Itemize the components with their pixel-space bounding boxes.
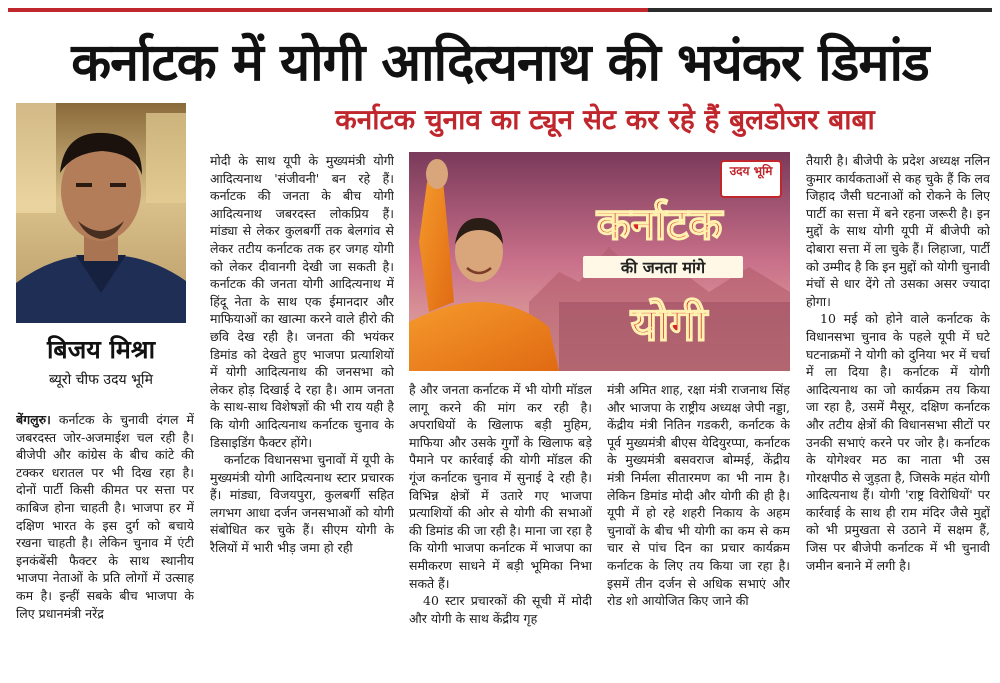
reporter-photo-image (16, 103, 186, 323)
article-column-2 (210, 152, 394, 673)
top-rule-accent (8, 8, 648, 12)
subheadline: कर्नाटक चुनाव का ट्यून सेट कर रहे हैं बुलडोजर बाबा (335, 103, 875, 136)
newspaper-logo: उदय भूमि (720, 160, 782, 198)
dateline: बेंगलुरु। (16, 412, 51, 427)
column-5-paragraph-2: 10 मई को होने वाले कर्नाटक के विधानसभा चुनाव के पहले यूपी में घटे घटनाक्रमों ने योगी को दुनिया भर में चर्चा में ला दिया है। कर्नाटक में योगी आदित्यनाथ का जो कार्यक्रम तय किया जा रहा है, उसमें मैसूर, दक्षिण कर्नाटक और तटीय क्षेत्रों की विधानसभा सीटों पर उनकी सभाएं करने पर जोर है। कर्नाटक के योगेश्वर मठ का नाता भी उस गोरक्षपीठ से जुड़ता है, जिसके महंत योगी आदित्यनाथ हैं। योगी 'राष्ट्र विरोधियों' पर कार्रवाई के साथ ही राम मंदिर जैसे मुद्दों को भी प्रमुखता से उठाने में सक्षम हैं, जिस पर बीजेपी कर्नाटक में भी चुनावी जमीन बनाने में लगी है। (806, 311, 990, 573)
column-1-text: कर्नाटक के चुनावी दंगल में जबरदस्त जोर-अजमाईश चल रही है। बीजेपी और कांग्रेस के बीच कांटे की टक्कर धरातल पर भी दिख रहा है। दोनों पार्टी किसी कीमत पर सत्ता पर काबिज होना चाहती है। भाजपा हर में दक्षिण भारत के इस दुर्ग को बचाये रखना चाहती है। लेकिन चुनाव में एंटी इनकंबेंसी फैक्टर के साथ स्थानीय भाजपा नेताओं के प्रति लोगों में उत्साह कम है। इन्हीं सबके बीच भाजपा के लिए प्रधानमंत्री नरेंद्र (16, 412, 194, 621)
article-column-3 (409, 381, 592, 673)
column-3-paragraph-2: 40 स्टार प्रचारकों की सूची में मोदी और योगी के साथ केंद्रीय गृह (409, 593, 592, 626)
article-column-1 (16, 411, 194, 673)
feature-image (409, 152, 790, 371)
reporter-photo (16, 103, 186, 323)
article-column-5 (806, 152, 990, 673)
image-title-line-1: कर्नाटक (596, 199, 723, 250)
image-title-line-2: की जनता मांगे (583, 256, 743, 278)
image-title-line-3: योगी (630, 297, 708, 351)
column-5-paragraph-1: तैयारी है। बीजेपी के प्रदेश अध्यक्ष नलिन कुमार कार्यकताओं से कह चुके हैं कि लव जिहाद जैसी घटनाओं को रोकने के लिए पार्टी का सत्ता में बने रहना जरूरी है। इन मुद्दों के साथ योगी यूपी में बीजेपी को दोबारा सत्ता में ला चुके हैं। लिहाजा, पार्टी को उम्मीद है कि इन मुद्दों को योगी चुनावी मंचों से धार देंगे तो उसका असर ज्यादा होगा। (806, 153, 990, 309)
byline-name: बिजय मिश्रा (46, 335, 156, 364)
column-1-paragraph (16, 411, 194, 622)
article-column-4 (607, 381, 790, 673)
column-4-paragraph-1: मंत्री अमित शाह, रक्षा मंत्री राजनाथ सिंह और भाजपा के राष्ट्रीय अध्यक्ष जेपी नड्डा, केंद्रीय मंत्री नितिन गडकरी, कर्नाटक के पूर्व मुख्यमंत्री बीएस येदियुरप्पा, कर्नाटक के मुख्यमंत्री बसवराज बोम्मई, केंद्रीय मंत्री निर्मला सीतारमण का भी नाम है। लेकिन डिमांड मोदी और योगी की ही है। यूपी में हो रहे शहरी निकाय के अहम चुनावों के बीच भी योगी का कम से कम चार से पांच दिन का प्रचार कार्यक्रम कर्नाटक के लिए तय किया जा रहा है। इसमें तीन दर्जन से अधिक सभाएं और रोड शो आयोजित किए जाने की (607, 382, 790, 609)
headline: कर्नाटक में योगी आदित्यनाथ की भयंकर डिमांड (71, 33, 929, 93)
column-3-paragraph-1: है और जनता कर्नाटक में भी योगी मॉडल लागू करने की मांग कर रही है। अपराधियों के खिलाफ बड़ी मुहिम, माफिया और उसके गुर्गों के खिलाफ बड़े पैमाने पर कार्रवाई की योगी मॉडल की गूंज कर्नाटक चुनाव में सुनाई दे रही है। विभिन्न क्षेत्रों में उतारे गए भाजपा प्रत्याशियों की ओर से योगी की सभाओं की डिमांड की जा रही है। माना जा रहा है कि योगी भाजपा कर्नाटक में भाजपा का समीकरण साधने में बड़ी भूमिका निभा सकते हैं। (409, 382, 592, 591)
column-2-paragraph-2: कर्नाटक विधानसभा चुनावों में यूपी के मुख्यमंत्री योगी आदित्यनाथ स्टार प्रचारक हैं। मांड्या, विजयपुरा, कुलबर्गी सहित लगभग आधा दर्जन जनसभाओं को योगी संबोधित कर चुके हैं। सीएम योगी के रैलियों में भारी भीड़ जमा हो रही (210, 452, 394, 556)
byline-role: ब्यूरो चीफ उदय भूमि (49, 372, 153, 388)
column-2-paragraph-1: मोदी के साथ यूपी के मुख्यमंत्री योगी आदित्यनाथ 'संजीवनी' बन रहे हैं। कर्नाटक की जनता के बीच योगी आदित्यनाथ जबरदस्त लोकप्रिय हैं। मांड्या से लेकर कुलबर्गी तक बेलगांव से लेकर तटीय कर्नाटक तक हर जगह योगी को लेकर दीवानगी देखी जा सकती है। कर्नाटक की जनता योगी आदित्यनाथ में हिंदू नेता के साथ एक ईमानदार और माफियाओं का खात्मा करने वाले हीरो की छवि देख रही है। जनता की भयंकर डिमांड को देखते हुए भाजपा प्रत्याशियों में योगी आदित्यनाथ की जनसभा को लेकर होड़ दिखाई दे रहा है। आम जनता के साथ-साथ विशेषज्ञों की भी राय यही है कि योगी आदित्यनाथ कर्नाटक चुनाव के डिसाइडिंग फैक्टर होंगे। (210, 153, 394, 450)
